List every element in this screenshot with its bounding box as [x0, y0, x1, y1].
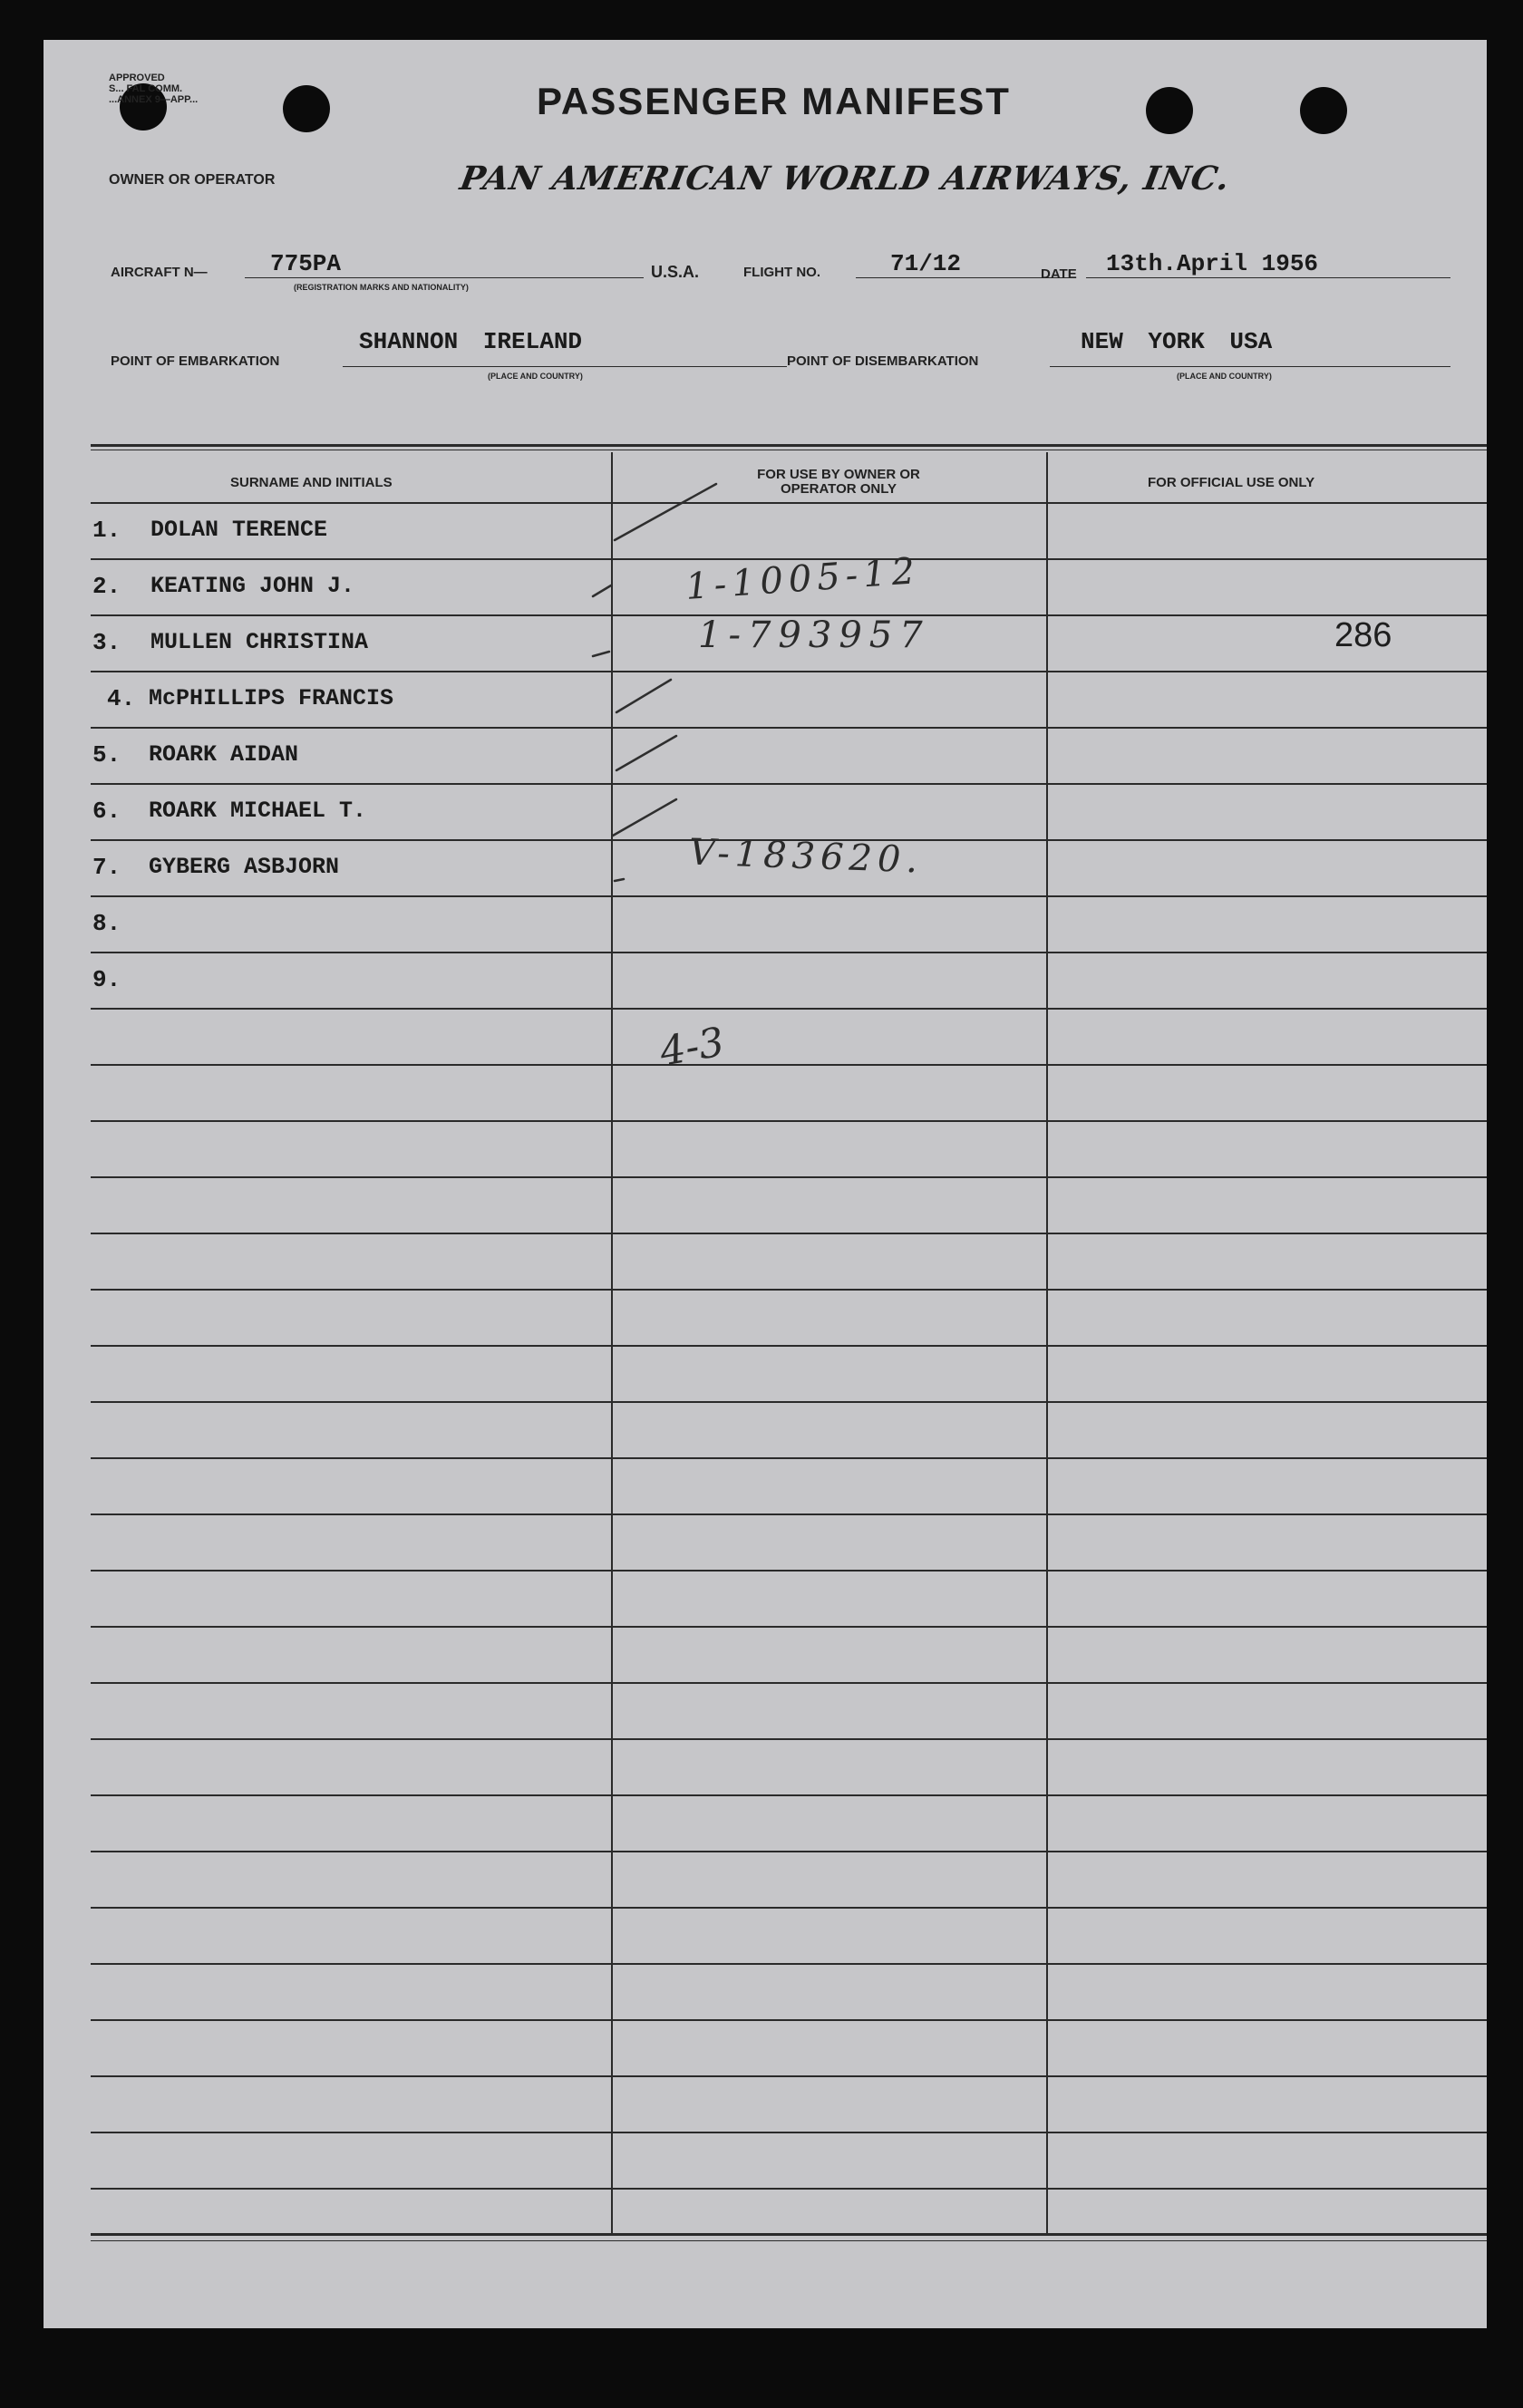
embarkation-sublabel: (PLACE AND COUNTRY): [488, 372, 583, 381]
passenger-name: MULLEN CHRISTINA: [150, 629, 369, 655]
disembarkation-label: POINT OF DISEMBARKATION: [787, 353, 979, 369]
embarkation-label: POINT OF EMBARKATION: [111, 353, 280, 369]
check-mark: [615, 484, 716, 540]
flight-date: 13th.April 1956: [1106, 250, 1319, 277]
disembarkation-place: NEW YORK USA: [1081, 328, 1273, 355]
approval-stamp: APPROVED S... FAL COMM. ...ANNEX 9—APP...: [109, 73, 199, 105]
date-label: DATE: [1041, 266, 1077, 282]
column-header-owner-use: FOR USE BY OWNER OR OPERATOR ONLY: [757, 467, 920, 497]
check-mark: [613, 799, 676, 836]
row-number: 7.: [92, 854, 121, 881]
owner-label: OWNER OR OPERATOR: [109, 172, 276, 188]
passenger-name: GYBERG ASBJORN: [149, 854, 340, 880]
owner-note: 1-793957: [698, 614, 930, 656]
passenger-name: McPHILLIPS FRANCIS: [149, 685, 394, 711]
column-header-surname: SURNAME AND INITIALS: [230, 475, 393, 490]
page-title: PASSENGER MANIFEST: [537, 80, 1011, 122]
check-mark: [615, 879, 624, 881]
flight-label: FLIGHT NO.: [743, 265, 820, 280]
flight-number: 71/12: [890, 250, 962, 277]
passenger-name: KEATING JOHN J.: [150, 573, 355, 599]
check-mark: [593, 585, 611, 596]
row-number: 4.: [107, 685, 136, 712]
row-number: 5.: [92, 741, 121, 769]
official-number: 286: [1334, 616, 1392, 654]
row-number: 9.: [92, 966, 121, 993]
check-marks: [44, 40, 1487, 2328]
passenger-name: DOLAN TERENCE: [150, 517, 328, 543]
check-mark: [616, 736, 676, 770]
handwritten-note: 4-3: [656, 1019, 728, 1076]
aircraft-sublabel: (REGISTRATION MARKS AND NATIONALITY): [294, 283, 469, 292]
embarkation-place: SHANNON IRELAND: [359, 328, 583, 355]
check-mark: [593, 652, 609, 656]
disembarkation-sublabel: (PLACE AND COUNTRY): [1177, 372, 1272, 381]
country-label: U.S.A.: [651, 263, 700, 281]
owner-note: V-183620.: [688, 831, 924, 882]
owner-note: 1-1005-12: [684, 550, 922, 608]
row-number: 3.: [92, 629, 121, 656]
row-number: 2.: [92, 573, 121, 600]
check-mark: [616, 680, 671, 712]
row-number: 6.: [92, 798, 121, 825]
operator-name: PAN AMERICAN WORLD AIRWAYS, INC.: [457, 160, 1234, 198]
aircraft-registration: 775PA: [270, 250, 342, 277]
passenger-name: ROARK AIDAN: [149, 741, 299, 768]
row-number: 1.: [92, 517, 121, 544]
passenger-name: ROARK MICHAEL T.: [149, 798, 367, 824]
row-number: 8.: [92, 910, 121, 937]
column-header-official-use: FOR OFFICIAL USE ONLY: [1148, 475, 1315, 490]
aircraft-label: AIRCRAFT N—: [111, 265, 208, 280]
manifest-sheet: [44, 40, 1487, 2328]
